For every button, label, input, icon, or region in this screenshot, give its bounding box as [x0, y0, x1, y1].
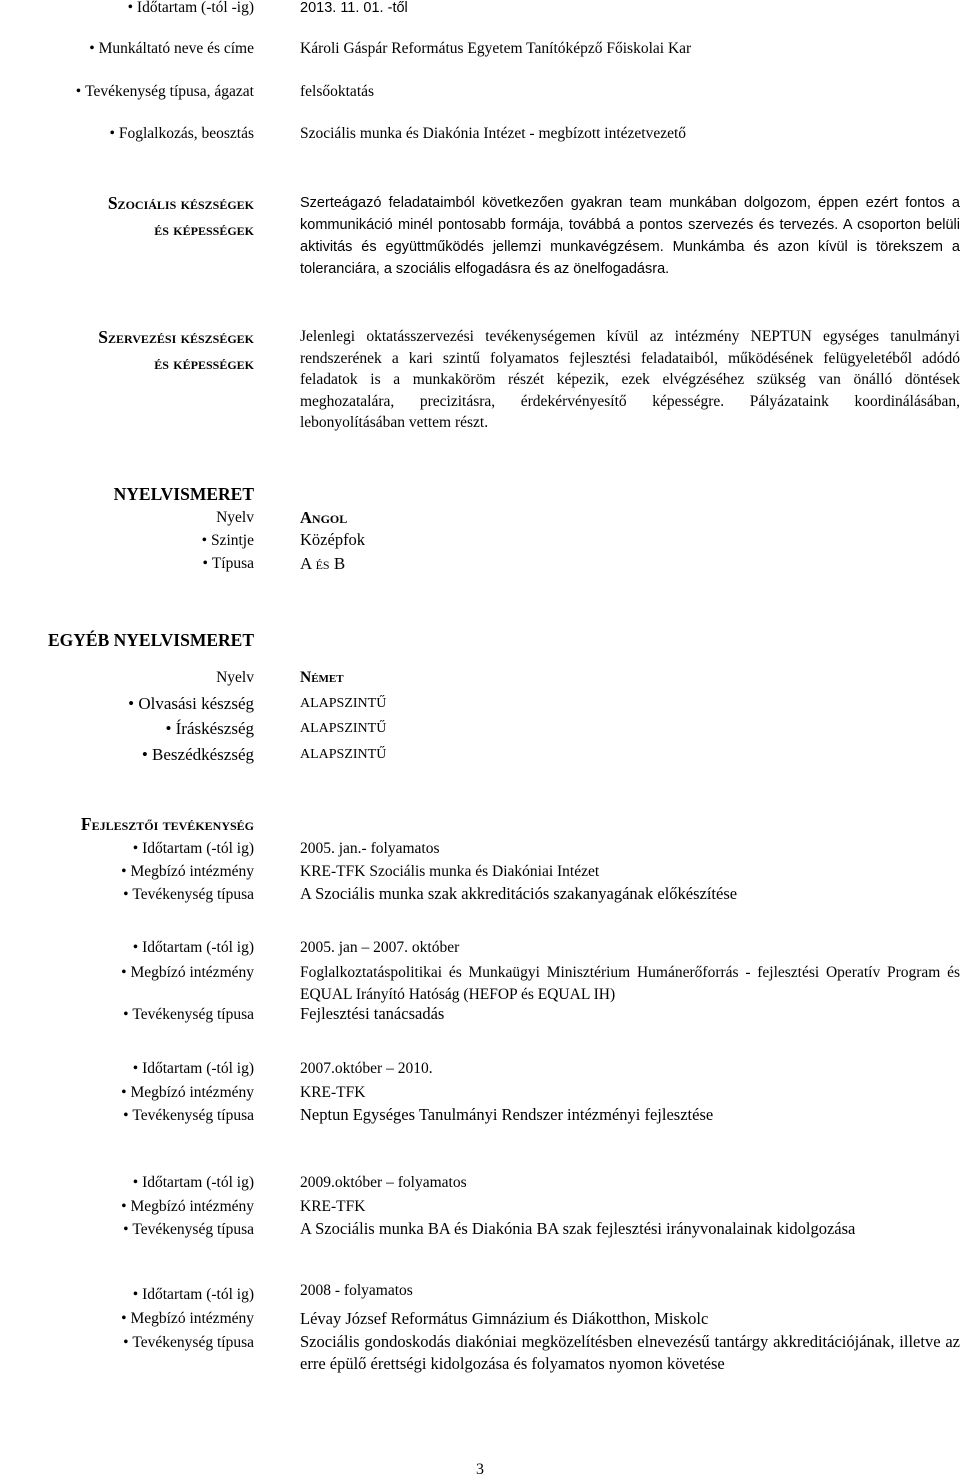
- writing-skill-label: • Íráskészség: [165, 718, 254, 740]
- dev1-type-label: • Tevékenység típusa: [123, 884, 254, 906]
- dev4-period-label: • Időtartam (-tól ig): [133, 1172, 254, 1194]
- social-skills-heading-line1: Szociális készségek: [107, 193, 254, 213]
- dev2-period-label: • Időtartam (-tól ig): [133, 937, 254, 959]
- dev2-type-value: Fejlesztési tanácsadás: [300, 1004, 445, 1023]
- activity-type-label: • Tevékenység típusa, ágazat: [76, 81, 254, 103]
- dev5-type-label: • Tevékenység típusa: [123, 1332, 254, 1354]
- language-name-value: Angol: [300, 508, 348, 527]
- dev2-period-value: 2005. jan – 2007. október: [300, 939, 460, 956]
- dev4-client-label: • Megbízó intézmény: [121, 1196, 254, 1218]
- language-level-value: Középfok: [300, 530, 366, 549]
- organizational-skills-text: Jelenlegi oktatásszervezési tevékenységemen kívül az intézmény NEPTUN egységes tanulmányi rendszerének a kari szintű folyamatos fejlesztési feladataiból, működésének felügyeletéből adódó feladatok is a munkaköröm részét képezik, ezek elvégzéséhez szükség van önálló döntések meghozatalára, precizitásra, érdekérvényesítő képességre. Pályázataink koordinálásában, lebonyolításában vettem részt.: [300, 328, 960, 431]
- period-label: • Időtartam (-tól -ig): [128, 0, 254, 19]
- dev3-type-label: • Tevékenység típusa: [123, 1105, 254, 1127]
- dev5-type-value: Szociális gondoskodás diakóniai megközelítésben elnevezésű tantárgy akkreditációjának, illetve az erre épülő érettségi kidolgozása és folyamatos nyomon követése: [300, 1332, 960, 1373]
- position-label: • Foglalkozás, beosztás: [110, 123, 254, 145]
- other-language-name-value: Német: [300, 669, 344, 686]
- other-language-heading: EGYÉB NYELVISMERET: [47, 630, 254, 650]
- dev5-client-value: Lévay József Református Gimnázium és Diákotthon, Miskolc: [300, 1309, 709, 1328]
- reading-skill-value: ALAPSZINTŰ: [300, 696, 387, 711]
- dev2-client-value: Foglalkoztatáspolitikai és Munkaügyi Minisztérium Humánerőforrás - fejlesztési Operatív Program és EQUAL Irányító Hatóság (HEFOP és EQUAL IH): [300, 964, 960, 1003]
- dev1-period-value: 2005. jan.- folyamatos: [300, 840, 440, 857]
- page-number: 3: [476, 1461, 484, 1478]
- reading-skill-label: • Olvasási készség: [128, 693, 254, 715]
- dev3-client-label: • Megbízó intézmény: [121, 1082, 254, 1104]
- organizational-skills-heading-line1: Szervezési készségek: [98, 327, 254, 347]
- dev3-period-label: • Időtartam (-tól ig): [133, 1058, 254, 1080]
- dev4-type-value: A Szociális munka BA és Diakónia BA szak fejlesztési irányvonalainak kidolgozása: [300, 1219, 856, 1238]
- speaking-skill-label: • Beszédkészség: [142, 744, 254, 766]
- language-type-label: • Típusa: [203, 553, 255, 575]
- dev5-period-label: • Időtartam (-tól ig): [133, 1284, 254, 1306]
- dev1-period-label: • Időtartam (-tól ig): [133, 838, 254, 860]
- social-skills-text: Szerteágazó feladataimból következően gyakran team munkában dolgozom, éppen ezért fontos a kommunikáció minél pontosabb formája, továbbá a pontos szervezés és tervezés. A csoporton belüli aktivitás és együttműködés jellemzi munkavégzésem. Munkámba és azon kívül is törekszem a toleranciára, a szociális elfogadásra és az önelfogadásra.: [300, 195, 960, 277]
- employer-label: • Munkáltató neve és címe: [89, 38, 254, 60]
- writing-skill-value: ALAPSZINTŰ: [300, 721, 387, 736]
- language-name-label: Nyelv: [216, 509, 254, 526]
- development-heading: Fejlesztői tevékenység: [80, 814, 254, 834]
- dev4-period-value: 2009.október – folyamatos: [300, 1174, 467, 1191]
- dev2-type-label: • Tevékenység típusa: [123, 1004, 254, 1026]
- position-value: Szociális munka és Diakónia Intézet - megbízott intézetvezető: [300, 125, 687, 142]
- employer-value: Károli Gáspár Református Egyetem Tanítóképző Főiskolai Kar: [300, 40, 692, 57]
- dev5-client-label: • Megbízó intézmény: [121, 1308, 254, 1330]
- activity-type-value: felsőoktatás: [300, 83, 375, 100]
- language-level-label: • Szintje: [202, 530, 254, 552]
- dev4-type-label: • Tevékenység típusa: [123, 1219, 254, 1241]
- dev4-client-value: KRE-TFK: [300, 1198, 366, 1215]
- period-value: 2013. 11. 01. -től: [300, 0, 408, 16]
- language-heading: NYELVISMERET: [113, 484, 254, 504]
- speaking-skill-value: ALAPSZINTŰ: [300, 747, 387, 762]
- dev3-period-value: 2007.október – 2010.: [300, 1060, 433, 1077]
- dev1-client-label: • Megbízó intézmény: [121, 861, 254, 883]
- dev5-period-value: 2008 - folyamatos: [300, 1282, 413, 1299]
- dev1-type-value: A Szociális munka szak akkreditációs szakanyagának előkészítése: [300, 884, 738, 903]
- dev3-client-value: KRE-TFK: [300, 1084, 366, 1101]
- language-type-value: A és B: [300, 554, 346, 573]
- social-skills-heading-line2: és képességek: [154, 219, 254, 239]
- dev2-client-label: • Megbízó intézmény: [121, 962, 254, 984]
- dev3-type-value: Neptun Egységes Tanulmányi Rendszer intézményi fejlesztése: [300, 1105, 714, 1124]
- organizational-skills-heading-line2: és képességek: [154, 353, 254, 373]
- dev1-client-value: KRE-TFK Szociális munka és Diakóniai Intézet: [300, 863, 600, 880]
- other-language-name-label: Nyelv: [216, 669, 254, 686]
